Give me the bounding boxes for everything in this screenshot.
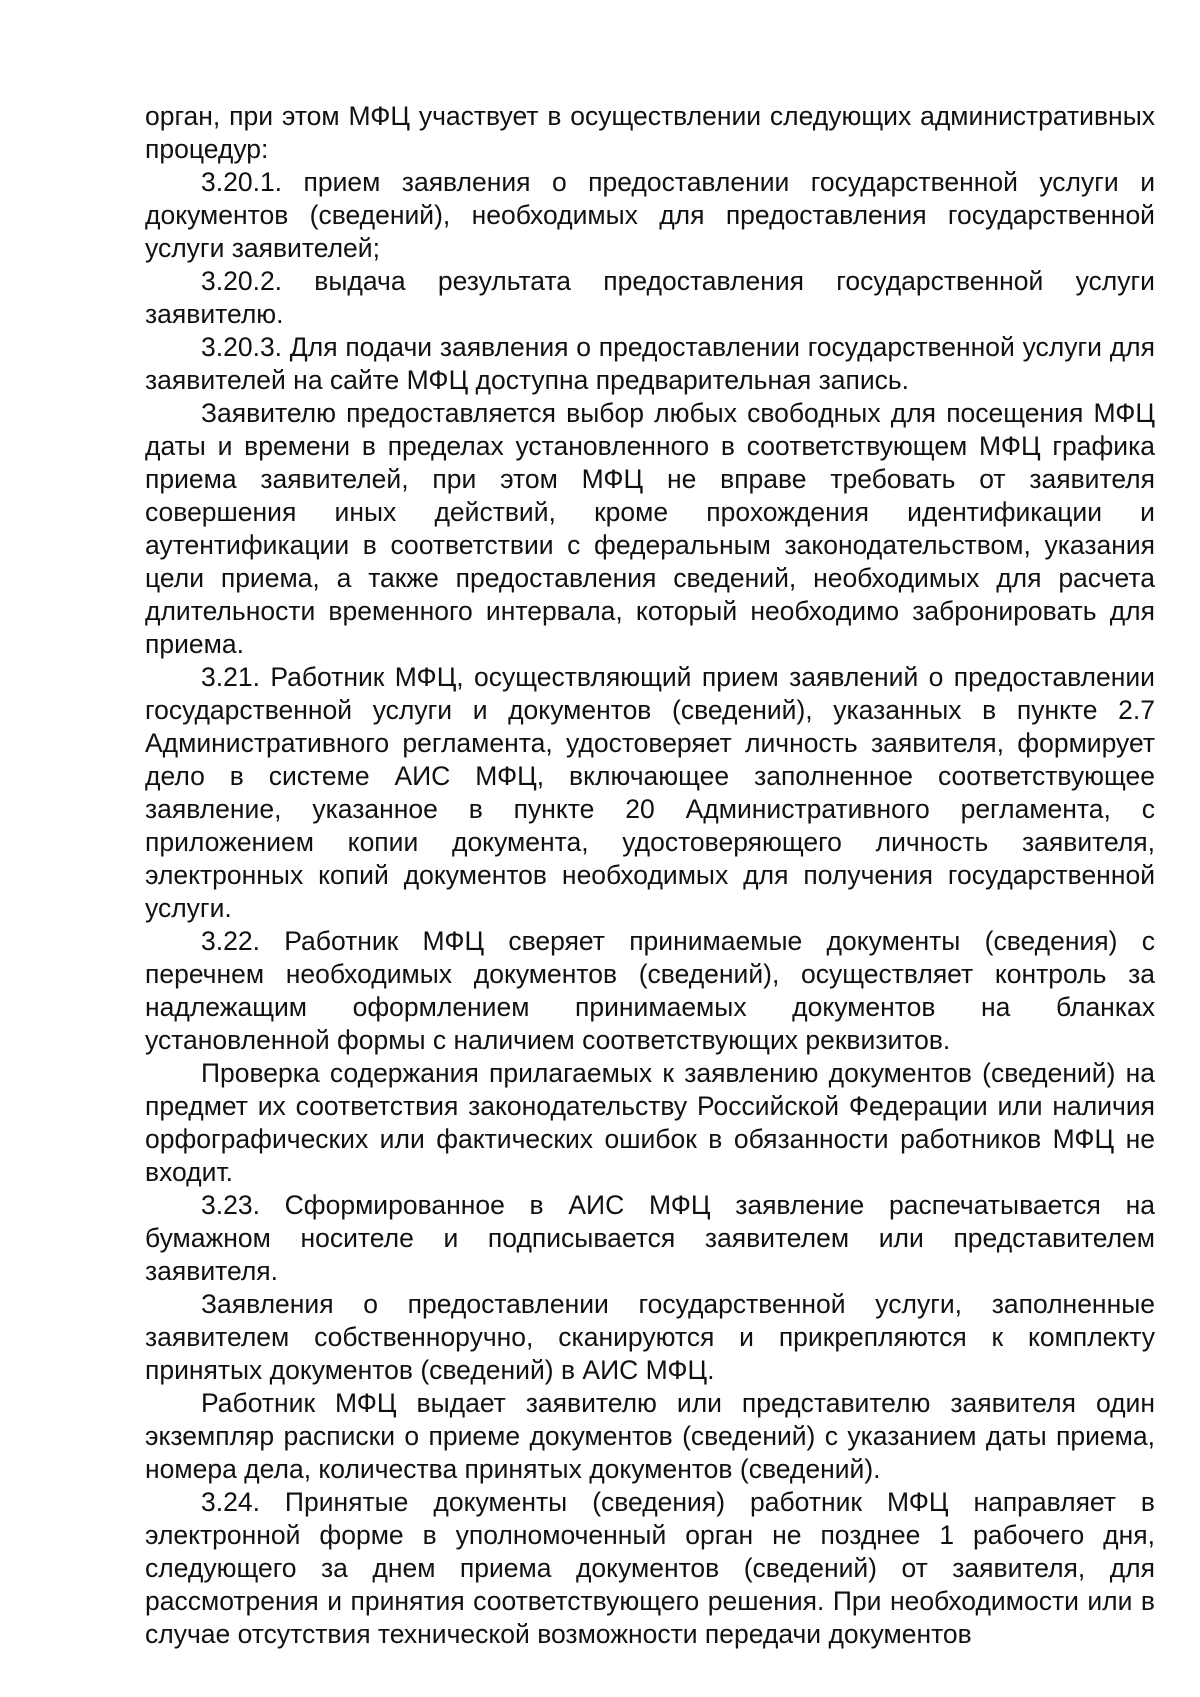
paragraph-handwritten-applications: Заявления о предоставлении государственной услуги, заполненные заявителем собственноручно, сканируются и прикрепляются к комплекту принятых документов (сведений) в АИС МФЦ. [145, 1289, 1155, 1385]
paragraph-3-24: 3.24. Принятые документы (сведения) работник МФЦ направляет в электронной форме в уполномоченный орган не позднее 1 рабочего дня, следующего за днем приема документов (сведений) от заявителя, для рассмотрения и принятия соответствующего решения. При необходимости или в случае отсутствия технической возможности передачи документов [145, 1487, 1155, 1649]
paragraph-appointment-choice: Заявителю предоставляется выбор любых свободных для посещения МФЦ даты и времени в пределах установленного в соответствующем МФЦ графика приема заявителей, при этом МФЦ не вправе требовать от заявителя совершения иных действий, кроме прохождения идентификации и аутентификации в соответствии с федеральным законодательством, указания цели приема, а также предоставления сведений, необходимых для расчета длительности временного интервала, который необходимо забронировать для приема. [145, 398, 1155, 659]
paragraph-receipt: Работник МФЦ выдает заявителю или представителю заявителя один экземпляр расписки о приеме документов (сведений) с указанием даты приема, номера дела, количества принятых документов (сведений). [145, 1388, 1155, 1484]
paragraph-3-20-1: 3.20.1. прием заявления о предоставлении государственной услуги и документов (сведений), необходимых для предоставления государственной услуги заявителей; [145, 167, 1155, 263]
paragraph-3-20-2: 3.20.2. выдача результата предоставления государственной услуги заявителю. [145, 266, 1155, 329]
paragraph-3-23: 3.23. Сформированное в АИС МФЦ заявление распечатывается на бумажном носителе и подписывается заявителем или представителем заявителя. [145, 1190, 1155, 1286]
paragraph-3-22: 3.22. Работник МФЦ сверяет принимаемые документы (сведения) с перечнем необходимых документов (сведений), осуществляет контроль за надлежащим оформлением принимаемых документов на бланках установленной формы с наличием соответствующих реквизитов. [145, 926, 1155, 1055]
paragraph-intro: орган, при этом МФЦ участвует в осуществлении следующих административных процедур: [145, 101, 1155, 164]
paragraph-3-21: 3.21. Работник МФЦ, осуществляющий прием заявлений о предоставлении государственной услуги и документов (сведений), указанных в пункте 2.7 Административного регламента, удостоверяет личность заявителя, формирует дело в системе АИС МФЦ, включающее заполненное соответствующее заявление, указанное в пункте 20 Административного регламента, с приложением копии документа, удостоверяющего личность заявителя, электронных копий документов необходимых для получения государственной услуги. [145, 662, 1155, 923]
paragraph-content-check: Проверка содержания прилагаемых к заявлению документов (сведений) на предмет их соответствия законодательству Российской Федерации или наличия орфографических или фактических ошибок в обязанности работников МФЦ не входит. [145, 1058, 1155, 1187]
document-page [145, 100, 1155, 1651]
paragraph-3-20-3: 3.20.3. Для подачи заявления о предоставлении государственной услуги для заявителей на сайте МФЦ доступна предварительная запись. [145, 332, 1155, 395]
